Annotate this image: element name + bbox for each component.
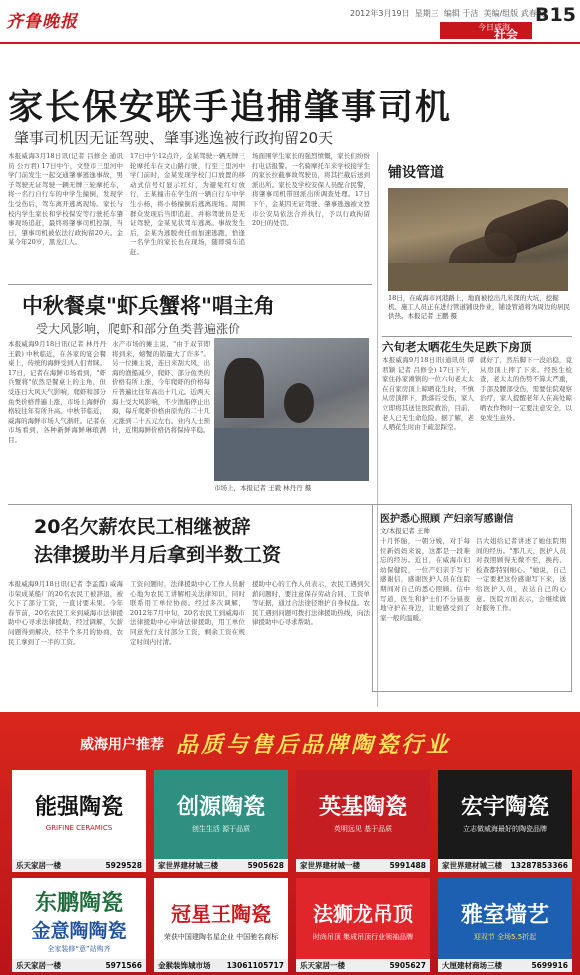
- issue-date: 2012年3月19日: [350, 9, 410, 18]
- ad-brand-tagline: 全家装修“意”站购齐: [47, 945, 111, 953]
- wages-headline-1: 20名欠薪农民工相继被辞: [34, 516, 251, 538]
- ad-brand-name-2: 金意陶陶瓷: [31, 920, 127, 942]
- doctor-title: 医护悉心照顾 产妇亲写感谢信: [380, 514, 514, 525]
- lead-column-3: 场面围学生家长的强烈愤慨，家长们纷纷打电话报警。一名骑摩托车来学校接学生的家长拉截事故驾驶员，将其拦截后送到派出所。家长及学校安保人员配合民警，将肇事司机带回派出所调查处理。17日下午，金某因无证驾驶、肇事逃逸被文登市公安局依法合并执行，予以行政拘留20日的处罚。: [252, 152, 370, 228]
- lead-column-1: 本报威海3月18日讯(记者 吕修全 通讯员 公方君) 17日中午，文登市三里河中学门前发生一起交通肇事逃逸事故，男子驾驶无证驾驶一辆无牌三轮摩托车，将一名行自行车的中学生撞倒，发现学生受伤后，驾车离开逃离现场。家长与校内学生家长和学校保安等行驶托车肇事现场追赶，最终将肇事司机控制，当日，肇事司机被依法行政拘留20天。金某今年20岁，黑龙江人。: [8, 152, 123, 247]
- crab-column-1: 本报威海9月18日讯(记者 林丹丹 王毅) 中秋临近，在各家的宴会餐桌上，传统的海鲜受到人们青睐。17日，记者在海鲜市场看到，"虾兵蟹将"依然是餐桌上的主角，但受连日大风天气影响，爬虾和部分鱼类价格普遍上涨，市场上海鲜价格较往年有所升高。中秋节临近，威海的海鲜市场人气渐旺。记者在市场看到，各种新鲜海鲜琳琅满目。: [8, 340, 106, 444]
- ad-store: 乐天家居一楼: [16, 861, 61, 870]
- ad-lead: 威海用户推荐: [80, 737, 164, 753]
- ad-brand-tagline: 荣获中国建陶名星企业 中国驰名商标: [163, 933, 279, 941]
- ad-slogan: 品质与售后品牌陶瓷行业: [176, 732, 452, 758]
- doctor-column-1: 十月怀胎，一朝分娩，对于每位新妈妈来说，这都是一段难忘的经历。近日，在威海市妇幼保健院，一位产妇亲手写下感谢信，感谢医护人员在住院期间对自己的悉心照顾。信中写道，医生和护士们不分昼夜地守护在身边，让她感受到了家一般的温暖。: [380, 537, 470, 622]
- ad-store: 家世界建材城三楼: [442, 861, 502, 870]
- header-rule: [0, 42, 580, 44]
- wages-column-1: 本报威海9月18日讯(记者 李孟霞) 威海市荣成某船厂的20名农民工被辞退，被欠下了部分工资，一直讨要未果。今年春节前，20名农民工来到威海市法律援助中心寻求法律援助，经过调解，欠薪问题得到解决，经半个多月的协商，农民工拿到了一半的工资。: [8, 580, 123, 646]
- ad-store-footer: [12, 959, 146, 972]
- lead-column-2: 17日中午12点许，金某驾驶一辆无牌三轮摩托车在文山路行驶，行至三里河中学门前时，金某发现学校门口放置的移动式信号灯显示红灯，为避免红灯放行，王某撞击在学生的一辆自行车中学生小杨，将小杨撞倒后逃离现场。周围群众发现后当即追赶，并称驾驶员是无证驾驶，金某见状驾车逃离。事故发生后，金某为逃脱责任而加速逃跑，恰逢一名学生的家长也在现场，随即骑车追赶。: [130, 152, 245, 256]
- doctor-column-2: 吕大姐给记者讲述了她住院期间的经历。"那几天，医护人员对我照顾得无微不至，换药、检查都特别细心。"她说，自己一定要把这份感谢写下来，送给医护人员，表达自己的心意。医院方面表示，会继续做好服务工作。: [476, 537, 566, 613]
- ad-brand-name: 能强陶瓷: [34, 795, 123, 820]
- ad-card: [296, 770, 430, 872]
- lead-subhead: 肇事司机因无证驾驶、肇事逃逸被行政拘留20天: [14, 129, 334, 147]
- ad-card: [154, 878, 288, 972]
- wages-column-2: 工资问题时，法律援助中心工作人员耐心地为农民工讲解相关法律知识，同时联系用工单位协商。经过多次调解，2012年7月中旬，20名农民工到威海市法律援助中心申请法律援助，用工单位同意先行支付部分工资，剩余工资在规定时间内付清。: [130, 580, 245, 646]
- section-rule: [382, 336, 572, 337]
- ad-phone: 13061105717: [226, 961, 284, 970]
- crab-subhead: 受大风影响，爬虾和部分鱼类普遍涨价: [36, 322, 241, 336]
- ad-phone: 5905628: [247, 861, 284, 870]
- ad-brand-name: 创源陶瓷: [176, 795, 265, 820]
- sun-column-1: 本报威海9月18日讯(通讯员 谭君颖 记者 吕修全) 17日下午，家住孙家滩镇的一位六旬老太太在自家房顶上晾晒花生时，不慎从房顶摔下，跌落后受伤，家人立即将其送往医院救治，目前，老人已无生命危险。据了解，老人晒花生时由于疏忽踩空。: [382, 356, 474, 432]
- crab-column-2: 水产市场的摊主说，"由于双节即将到来，螃蟹的销量大了许多"。另一位摊主说，连日来刮大风，出海的渔船减少，爬虾、部分鱼类的价格有所上涨，今年爬虾的价格每斤普遍比往年高出十几元。近两天海上受大风影响，不少渔船停止出海，每斤爬虾价格由原先的二十几元涨到二十五元左右。业内人士预计，近期海鲜价格仍将保持平稳。: [112, 340, 210, 435]
- ad-brand-tagline: 创生生活 源于品质: [191, 825, 251, 833]
- section-rule: [8, 504, 372, 505]
- wages-headline-2: 法律援助半月后拿到半数工资: [34, 544, 282, 566]
- ad-store-footer: [154, 859, 288, 872]
- section-tag: 今日威海: [478, 23, 510, 32]
- ad-brand-name: 冠星王陶瓷: [171, 902, 271, 926]
- editor: 编辑 于洁: [443, 9, 479, 18]
- ad-phone: 5929528: [105, 861, 142, 870]
- pipeline-caption: 18日，在威海市河港路上，地面被挖出几米深的大坑，挖掘机、施工人员正在进行管道铺设作业，铺设管道将为周边的居民供热。本报记者 王鹏 摄: [388, 294, 570, 320]
- ad-store-footer: [12, 859, 146, 872]
- ad-brand-name: 东鹏陶瓷: [34, 891, 123, 916]
- ad-brand-tagline: 英明远见 基于品质: [333, 825, 393, 833]
- section-name: 社会: [494, 28, 519, 42]
- ad-store-footer: [438, 859, 572, 872]
- ad-card: [438, 770, 572, 872]
- ad-card: [154, 770, 288, 872]
- ad-card: [12, 878, 146, 972]
- market-photo-caption: 市场上，本报记者 王毅 林丹丹 摄: [214, 484, 312, 492]
- pipeline-photo: [388, 188, 568, 291]
- designer: 美编/组版 武春茂: [483, 9, 545, 18]
- masthead: 齐鲁晚报: [6, 12, 78, 32]
- ad-store: 乐天家居一楼: [16, 961, 61, 970]
- pipeline-title: 铺设管道: [388, 165, 444, 181]
- issue-weekday: 星期三: [414, 9, 439, 18]
- page-header: [0, 0, 580, 42]
- ad-store: 大厘建材商场三楼: [442, 961, 502, 970]
- doctor-byline: 文/本报记者 王帅: [380, 527, 430, 535]
- ad-store-footer: [154, 959, 288, 972]
- ad-store: 乐天家居一楼: [300, 961, 345, 970]
- wages-column-3: 援助中心的工作人员表示，农民工遇到欠薪问题时，要注意保存劳动合同、工资单等证据，通过合法途径维护自身权益。农民工遇到问题可拨打法律援助热线，向法律援助中心寻求帮助。: [252, 580, 370, 627]
- ad-brand-name: 法狮龙吊顶: [313, 902, 413, 926]
- ad-store: 金猴装饰城市场: [158, 961, 211, 970]
- ad-phone: 5971566: [105, 961, 142, 970]
- ad-brand-tagline: 立志做威海最好的陶瓷品牌: [463, 825, 547, 833]
- ad-brand-name: 宏宇陶瓷: [460, 795, 549, 820]
- ad-brand-tagline: 迎双节 全场5.5折起: [473, 933, 537, 941]
- lead-headline: 家长保安联手追捕肇事司机: [8, 88, 453, 128]
- ad-phone: 5699916: [531, 961, 568, 970]
- ad-store-footer: [438, 959, 572, 972]
- section-rule: [8, 284, 372, 285]
- ad-card: [12, 770, 146, 872]
- ad-store: 家世界建材城三楼: [158, 861, 218, 870]
- sun-title: 六旬老太晒花生失足跌下房顶: [382, 340, 532, 354]
- ad-store-footer: [296, 959, 430, 972]
- issue-info: [350, 8, 545, 19]
- sun-column-2: 就好了，然后脚下一没站稳，竟从房顶上摔了下来。经医生检查，老太太的伤势不算太严重，手部及腰部受伤，需要住院观察治疗，家人提醒老年人在高处晾晒农作物时一定要注意安全，以免发生意外。: [480, 356, 572, 422]
- ad-brand-tagline: 时尚吊顶 集成吊顶行业领袖品牌: [312, 933, 414, 941]
- ad-phone: 5905627: [389, 961, 426, 970]
- crab-headline: 中秋餐桌"虾兵蟹将"唱主角: [22, 294, 275, 318]
- ad-card: [296, 878, 430, 972]
- section-bar: [440, 22, 532, 42]
- ad-phone: 13287853366: [510, 861, 568, 870]
- ad-store: 家世界建材城一楼: [300, 861, 360, 870]
- ad-brand-name: 英基陶瓷: [318, 795, 407, 820]
- market-photo: [214, 338, 369, 481]
- ad-store-footer: [296, 859, 430, 872]
- ad-brand-name: 雅室墙艺: [460, 903, 549, 928]
- ad-brand-tagline: GRIFINE CERAMICS: [45, 824, 113, 832]
- ad-phone: 5991488: [389, 861, 426, 870]
- ad-card: [438, 878, 572, 972]
- page-number: B15: [535, 4, 576, 26]
